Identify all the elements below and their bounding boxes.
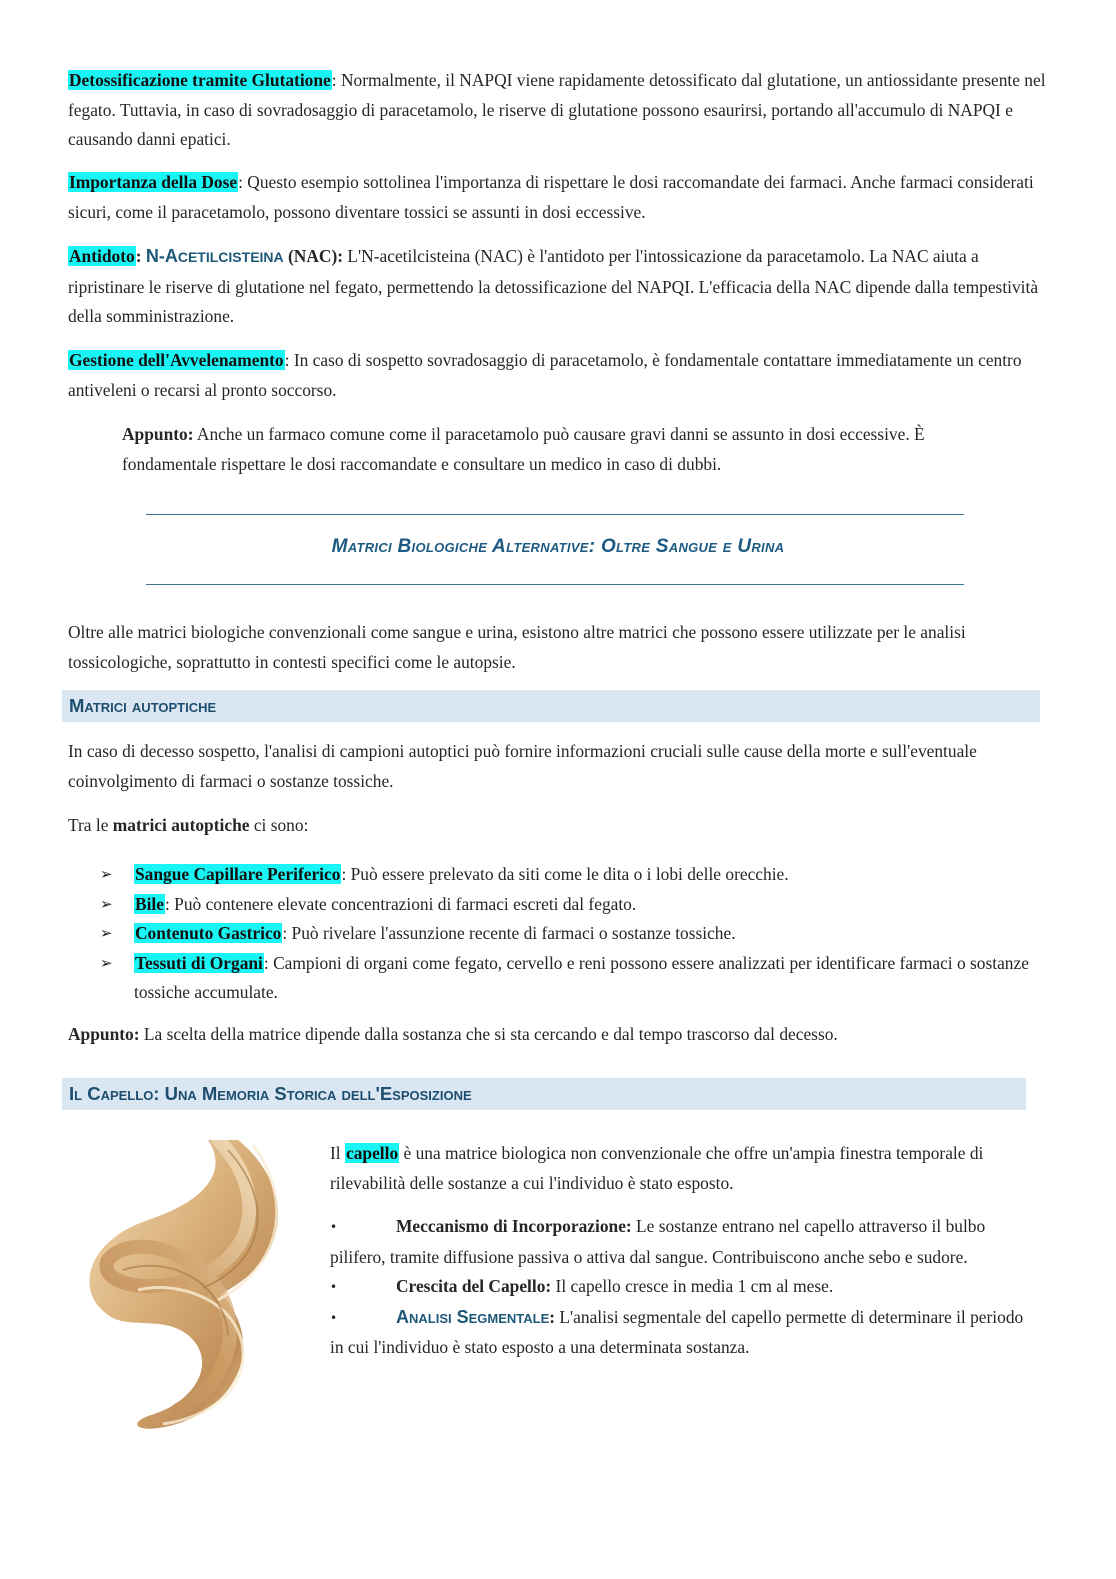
item-text: : Campioni di organi come fegato, cervello e reni possono essere analizzati per identificare farmaci o sostanze tossiche accumulate. bbox=[134, 952, 1029, 1002]
nac-term bbox=[146, 246, 284, 266]
label-separator: : bbox=[284, 350, 290, 370]
autoptic-list-intro bbox=[68, 811, 1048, 841]
bullet-icon: • bbox=[330, 1310, 338, 1325]
divider-top bbox=[146, 514, 964, 515]
list-intro-post: ci sono: bbox=[249, 815, 309, 835]
hair-intro bbox=[330, 1139, 1035, 1198]
autoptic-paragraph: In caso di decesso sospetto, l'analisi di campioni autoptici può fornire informazioni cruciali sulle cause della morte e sull'eventuale coinvolgimento di farmaci o sostanze tossiche. bbox=[68, 741, 977, 791]
bullet-icon: • bbox=[330, 1220, 338, 1234]
divider-bottom bbox=[146, 584, 964, 585]
intro-pre: Il bbox=[330, 1143, 345, 1163]
highlight-label: Detossificazione tramite Glutatione bbox=[69, 70, 331, 90]
hair-curl-image bbox=[68, 1140, 300, 1432]
label-separator: : bbox=[331, 70, 337, 90]
highlight-label: Importanza della Dose bbox=[69, 172, 238, 192]
highlight-label: Gestione dell'Avvelenamento bbox=[69, 350, 284, 370]
chapter-title: Matrici Biologiche Alternative: Oltre Sangue e Urina bbox=[331, 536, 785, 557]
paragraph-detox bbox=[68, 66, 1048, 155]
label-separator: : bbox=[238, 172, 243, 192]
paragraph-dose bbox=[68, 168, 1048, 227]
bullet-icon: • bbox=[330, 1280, 338, 1294]
list-item bbox=[330, 1272, 1040, 1303]
list-intro-bold: matrici autoptiche bbox=[112, 815, 250, 835]
nac-rest: CETILCISTEINA bbox=[177, 249, 284, 265]
paragraph-text: L'N-acetilcisteina (NAC) è l'antidoto per l'intossicazione da paracetamolo. La NAC aiuta a ripristinare le riserve di glutatione nel fegato, permettendo la detossificazione del NAPQI. L'efficacia della NAC dipende dalla tempestività della somministrazione. bbox=[68, 246, 1039, 326]
item-label: Contenuto Gastrico bbox=[135, 923, 282, 943]
item-label: Bile bbox=[135, 893, 164, 914]
note-paracetamol bbox=[122, 420, 992, 479]
nac-initial: N-A bbox=[145, 246, 178, 266]
note-label: Appunto: bbox=[122, 424, 194, 444]
item-label: Crescita del Capello: bbox=[396, 1276, 552, 1296]
item-label: Analisi Segmentale bbox=[396, 1306, 550, 1327]
highlight-term: capello bbox=[345, 1143, 399, 1163]
paragraph-antidote bbox=[68, 242, 1048, 332]
chapter-intro: Oltre alle matrici biologiche convenzionali come sangue e urina, esistono altre matrici che possono essere utilizzate per le analisi tossicologiche, soprattutto in contesti specifici come le autopsie. bbox=[68, 622, 966, 672]
note-text: La scelta della matrice dipende dalla sostanza che si sta cercando e dal tempo trascorso dal decesso. bbox=[139, 1024, 838, 1044]
item-text: : Può rivelare l'assunzione recente di farmaci o sostanze tossiche. bbox=[282, 923, 736, 943]
list-item bbox=[330, 1212, 1040, 1272]
intro-text: è una matrice biologica non convenzionale che offre un'ampia finestra temporale di rilevabilità delle sostanze a cui l'individuo è stato esposto. bbox=[330, 1143, 984, 1193]
label-separator: : bbox=[135, 246, 146, 266]
arrowhead-icon: ➢ bbox=[100, 953, 113, 972]
note-text: Anche un farmaco comune come il paracetamolo può causare gravi danni se assunto in dosi eccessive. È fondamentale rispettare le dosi raccomandate e consultare un medico in caso di dubbi. bbox=[122, 424, 925, 474]
list-item bbox=[100, 949, 1050, 1008]
arrowhead-icon: ➢ bbox=[100, 924, 113, 942]
hair-bullet-list bbox=[330, 1212, 1040, 1363]
note-label: Appunto: bbox=[68, 1024, 140, 1044]
list-intro-pre: Tra le bbox=[68, 815, 113, 835]
item-label: Sangue Capillare Periferico bbox=[135, 864, 341, 884]
label-separator: : bbox=[549, 1306, 556, 1327]
list-item bbox=[100, 890, 1050, 920]
item-text: : Può contenere elevate concentrazioni di farmaci escreti dal fegato. bbox=[164, 893, 637, 914]
nac-abbr: (NAC): bbox=[283, 246, 344, 266]
paragraph-text: Normalmente, il NAPQI viene rapidamente detossificato dal glutatione, un antiossidante presente nel fegato. Tuttavia, in caso di sovradosaggio di paracetamolo, le riserve di glutatione possono esaurirsi, portando all'accumulo di NAPQI e causando danni epatici. bbox=[68, 70, 1046, 149]
paragraph-text: Questo esempio sottolinea l'importanza di rispettare le dosi raccomandate dei farmaci. Anche farmaci considerati sicuri, come il paracetamolo, possono diventare tossici se assunti in dosi eccessive. bbox=[68, 172, 1034, 222]
item-text: Le sostanze entrano nel capello attraverso il bulbo pilifero, tramite diffusione passiva o attiva dal sangue. Contribuiscono anche sebo e sudore. bbox=[330, 1216, 986, 1267]
paragraph-poisoning bbox=[68, 346, 1048, 405]
highlight-label: Antidoto bbox=[69, 246, 135, 266]
autoptic-note bbox=[68, 1020, 1048, 1050]
section-heading-autoptic: Matrici autoptiche bbox=[62, 690, 1040, 722]
section-heading-hair: Il Capello: Una Memoria Storica dell'Esposizione bbox=[62, 1078, 1026, 1110]
arrowhead-icon: ➢ bbox=[100, 865, 113, 883]
autoptic-matrices-list bbox=[100, 860, 1050, 1008]
item-text: : Può essere prelevato da siti come le dita o i lobi delle orecchie. bbox=[341, 864, 789, 884]
list-item bbox=[100, 919, 1050, 949]
list-item bbox=[100, 860, 1050, 890]
item-text: L'analisi segmentale del capello permette di determinare il periodo in cui l'individuo è stato esposto a una determinata sostanza. bbox=[330, 1306, 1024, 1357]
item-label: Meccanismo di Incorporazione: bbox=[396, 1216, 632, 1236]
item-text: Il capello cresce in media 1 cm al mese. bbox=[551, 1276, 834, 1296]
arrowhead-icon: ➢ bbox=[100, 894, 113, 913]
paragraph-text: In caso di sospetto sovradosaggio di paracetamolo, è fondamentale contattare immediatamente un centro antiveleni o recarsi al pronto soccorso. bbox=[68, 350, 1022, 400]
item-label: Tessuti di Organi bbox=[135, 952, 263, 973]
list-item bbox=[330, 1303, 1040, 1363]
